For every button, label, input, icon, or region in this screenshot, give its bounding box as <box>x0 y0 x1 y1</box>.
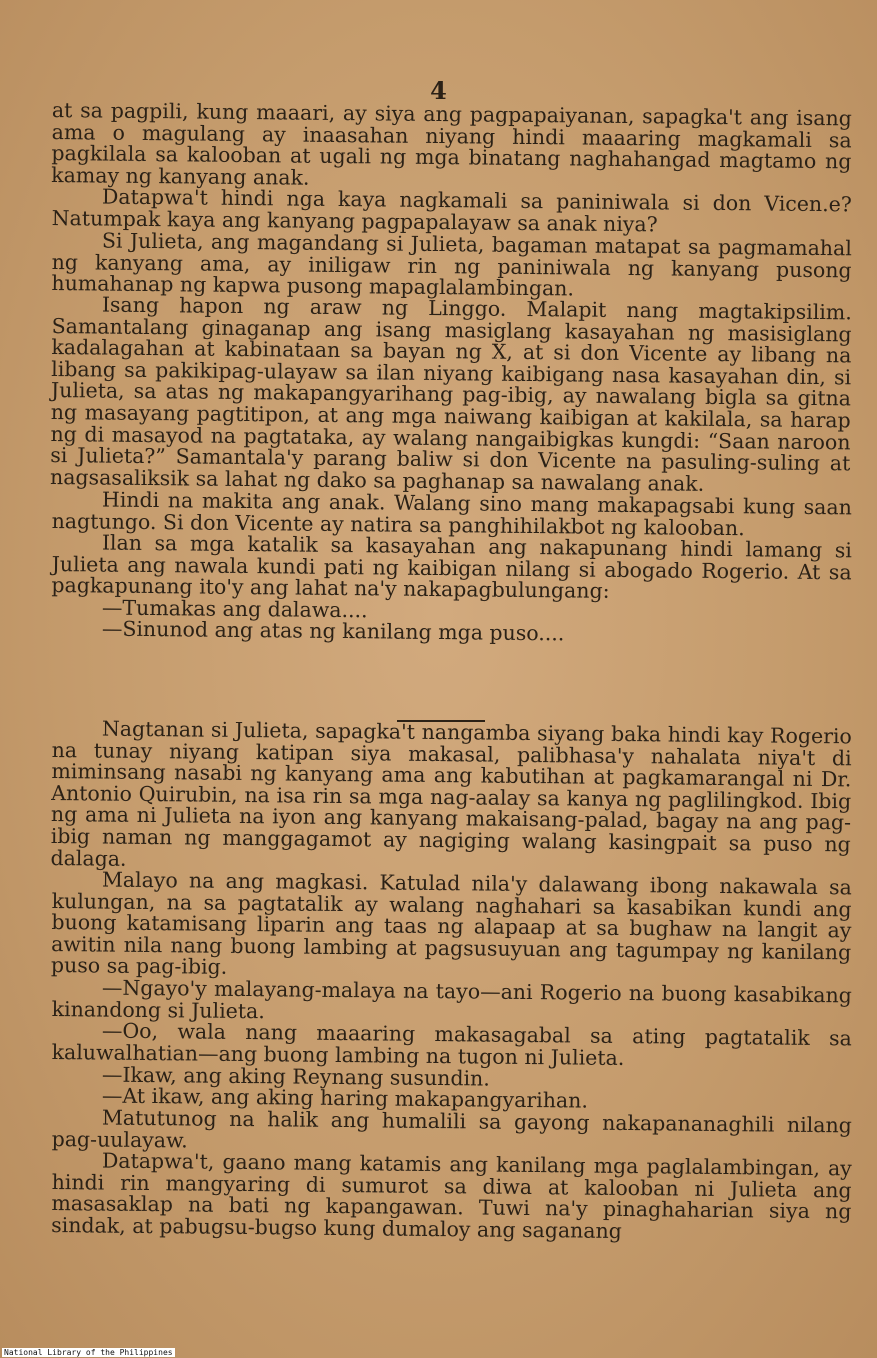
paragraph: Ilan sa mga katalik sa kasayahan ang nakapunang hindi lamang si Julieta ang nawala kundi pati ng kaibigan nilang si abogado Rogerio. At sa pagkapunang ito'y ang lahat na'y nakapagbulungang: <box>51 530 852 603</box>
dialogue-line: —At ikaw, ang aking haring makapangyarihan. <box>101 1083 589 1113</box>
dialogue-line: —Oo, wala nang maaaring makasagabal sa ating pagtatalik sa kaluwalhatian—ang buong lambing na tugon ni Julieta. <box>51 1018 852 1070</box>
paragraph: Datapwa't, gaano mang katamis ang kanilang mga paglalambingan, ay hindi rin mangyaring di sumurot sa diwa at kalooban ni Julieta ang masasaklap na bati ng kapangawan. Tuwi na'y pinaghaharian siya ng sindak, at pabugsu-bugso kung dumaloy ang saganang <box>51 1148 852 1243</box>
footer-credit: National Library of the Philippines <box>4 1348 173 1357</box>
text-section-1 <box>49 98 852 646</box>
dialogue-line: —Ikaw, ang aking Reynang susundin. <box>101 1062 490 1091</box>
text-section-2 <box>50 716 852 1243</box>
dialogue-line: —Tumakas ang dalawa.... <box>101 595 368 622</box>
paragraph: Hindi na makita ang anak. Walang sino mang makapagsabi kung saan nagtungo. Si don Vicente ay natira sa panghihilakbot ng kalooban. <box>51 487 852 540</box>
paragraph: at sa pagpili, kung maaari, ay siya ang pagpapaiyanan, sapagka't ang isang ama o magulang ay inaasahan niyang hindi maaaring magkamali sa pagkilala sa kalooban at ugali ng mga binatang naghahangad magtamo ng kamay ng kanyang anak. <box>51 98 852 190</box>
paragraph: Isang hapon ng araw ng Linggo. Malapit nang magtakipsilim. Samantalang ginaganap ang isang masiglang kasayahan ng masisiglang kadalagahan at kabinataan sa bayan ng X, at si don Vicente ay libang na libang sa pakikipag-ulayaw sa ilan niyang kaibigang nasa kasayahan din, si Julieta, sa atas ng makapangyarihang pag-ibig, ay nawalang bigla sa gitna ng masayang pagtitipon, at ang mga naiwang kaibigan at kakilala, sa harap ng di masayod na pagtataka, ay walang nangaibigkas kungdi: “Saan naroon si Julieta?” Samantala'y parang baliw si don Vicente na pasuling-suling at nagsasaliksik sa lahat ng dako sa paghanap sa nawalang anak. <box>49 292 852 496</box>
paragraph: Matutunog na halik ang humalili sa gayong nakapananaghili nilang pag-uulayaw. <box>51 1105 852 1152</box>
dialogue-line: —Sinunod ang atas ng kanilang mga puso.... <box>101 616 565 646</box>
paragraph: Si Julieta, ang magandang si Julieta, bagaman matapat sa pagmamahal ng kanyang ama, ay iniligaw rin ng paniniwala ng kanyang pusong humahanap ng kapwa pusong mapaglalambingan. <box>51 228 852 301</box>
dialogue-line: —Ngayo'y malayang-malaya na tayo—ani Rogerio na buong kasabikang kinandong si Julieta. <box>51 975 852 1023</box>
paragraph: Malayo na ang magkasi. Katulad nila'y dalawang ibong nakawala sa kulungan, na sa pagtatalik ay walang naghahari sa kasabikan kundi ang buong katamisang liparin ang taas ng alapaap at sa bughaw na langit ay awitin nila nang buong lambing at pagsusuyuan ang tagumpay ng kanilang puso sa pag-ibig. <box>50 867 852 980</box>
paragraph: Datapwa't hindi nga kaya nagkamali sa paniniwala si don Vicen.e? Natumpak kaya ang kanyang pagpapalayaw sa anak niya? <box>51 184 852 237</box>
page-number: 4 <box>430 76 447 105</box>
paragraph: Nagtanan si Julieta, sapagka't nangamba siyang baka hindi kay Rogerio na tunay niyang katipan siya makasal, palibhasa'y nahalata niya't di miminsang nasabi ng kanyang ama ang kabutihan at pagkamarangal ni Dr. Antonio Quirubin, na isa rin sa mga nag-aalay sa kanya ng paglilingkod. Ibig ng ama ni Julieta na iyon ang kanyang makaisang-palad, bagay na ang pag-ibig naman ng manggagamot ay nagiging walang kasingpait sa puso ng dalaga. <box>50 716 852 871</box>
